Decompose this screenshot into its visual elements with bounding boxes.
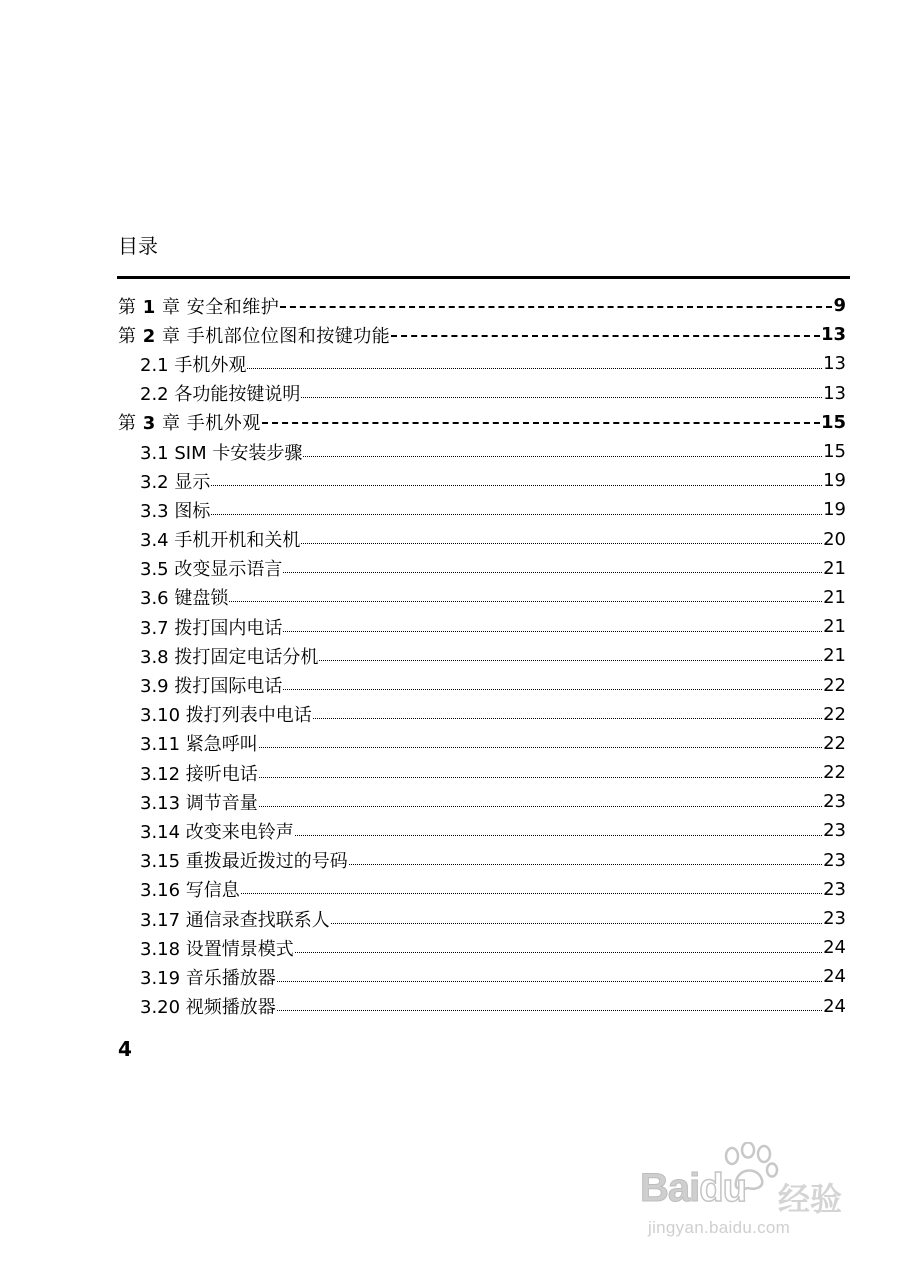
toc-entry-label: 第 3 章 手机外观 [118,413,261,435]
toc-entry-label: 第 2 章 手机部位位图和按键功能 [118,325,391,347]
toc-leader-dots [211,500,822,520]
toc-leader-dots [211,471,822,491]
toc-leader-dots [280,296,832,316]
title-divider [117,276,850,279]
toc-entry-label: 3.20 视频播放器 [140,997,276,1019]
toc-leader-dots [283,617,822,637]
toc-leader-dots [283,675,822,695]
toc-page-number: 23 [823,878,846,900]
toc-entry-label: 3.7 拨打国内电话 [140,617,283,639]
toc-entry-label: 3.3 图标 [140,500,211,522]
toc-leader-dots [303,442,822,462]
toc-section-entry[interactable] [118,846,846,875]
toc-leader-dots [295,821,822,841]
toc-section-entry[interactable] [118,758,846,787]
toc-entry-label: 3.1 SIM 卡安装步骤 [140,442,303,464]
toc-leader-dots [391,325,820,345]
toc-section-entry[interactable] [118,816,846,845]
toc-page-number: 15 [823,441,846,463]
toc-page-number: 23 [823,820,846,842]
baidu-jingyan-watermark [640,1140,860,1250]
jingyan-logo-text: 经验 [778,1180,843,1218]
toc-entry-label: 2.2 各功能按键说明 [140,384,301,406]
toc-leader-dots [301,529,822,549]
toc-leader-dots [277,996,822,1016]
baidu-logo-text: Baidu [640,1166,747,1210]
toc-page-number: 21 [823,616,846,638]
toc-leader-dots [283,558,822,578]
toc-page-number: 23 [823,908,846,930]
toc-entry-label: 3.16 写信息 [140,880,240,902]
toc-page-number: 21 [823,645,846,667]
toc-section-entry[interactable] [118,875,846,904]
toc-leader-dots [259,763,822,783]
toc-section-entry[interactable] [118,554,846,583]
toc-page-number: 22 [823,674,846,696]
toc-chapter-entry[interactable] [118,291,846,320]
toc-entry-label: 3.6 键盘锁 [140,588,229,610]
toc-section-entry[interactable] [118,904,846,933]
toc-section-entry[interactable] [118,437,846,466]
toc-page-number: 23 [823,791,846,813]
toc-page-number: 22 [823,732,846,754]
page-number: 4 [118,1037,132,1061]
toc-section-entry[interactable] [118,700,846,729]
toc-section-entry[interactable] [118,641,846,670]
toc-entry-label: 3.2 显示 [140,471,211,493]
toc-entry-label: 3.15 重拨最近拨过的号码 [140,851,348,873]
toc-page-number: 22 [823,703,846,725]
toc-section-entry[interactable] [118,495,846,524]
toc-section-entry[interactable] [118,525,846,554]
toc-leader-dots [262,412,820,432]
toc-leader-dots [259,733,822,753]
toc-entry-label: 3.4 手机开机和关机 [140,530,301,552]
toc-entry-label: 3.19 音乐播放器 [140,967,276,989]
toc-leader-dots [331,909,822,929]
toc-page-number: 22 [823,762,846,784]
toc-page-number: 9 [833,295,846,317]
toc-chapter-entry[interactable] [118,408,846,437]
toc-entry-label: 3.18 设置情景模式 [140,938,294,960]
toc-entry-label: 3.17 通信录查找联系人 [140,909,330,931]
toc-section-entry[interactable] [118,583,846,612]
toc-entry-label: 3.5 改变显示语言 [140,559,283,581]
toc-page-number: 24 [823,966,846,988]
toc-entry-label: 3.9 拨打国际电话 [140,676,283,698]
toc-leader-dots [295,938,822,958]
toc-section-entry[interactable] [118,349,846,378]
toc-entry-label: 3.12 接听电话 [140,763,258,785]
toc-page-number: 19 [823,499,846,521]
toc-page-number: 23 [823,849,846,871]
toc-section-entry[interactable] [118,612,846,641]
toc-leader-dots [259,792,822,812]
toc-section-entry[interactable] [118,466,846,495]
toc-section-entry[interactable] [118,992,846,1021]
toc-section-entry[interactable] [118,379,846,408]
toc-entry-label: 3.13 调节音量 [140,792,258,814]
toc-page-number: 21 [823,586,846,608]
toc-section-entry[interactable] [118,670,846,699]
toc-chapter-entry[interactable] [118,320,846,349]
toc-page-number: 13 [823,382,846,404]
toc-entry-label: 第 1 章 安全和维护 [118,296,280,318]
toc-leader-dots [319,646,822,666]
toc-leader-dots [241,879,822,899]
toc-section-entry[interactable] [118,933,846,962]
toc-entry-label: 2.1 手机外观 [140,354,247,376]
toc-page-number: 24 [823,937,846,959]
toc-page-number: 13 [820,324,846,346]
toc-entry-label: 3.10 拨打列表中电话 [140,705,312,727]
toc-entry-label: 3.14 改变来电铃声 [140,821,294,843]
page-title: 目录 [118,234,158,258]
toc-page-number: 19 [823,470,846,492]
toc-page-number: 24 [823,995,846,1017]
toc-section-entry[interactable] [118,729,846,758]
table-of-contents [118,291,846,1021]
toc-entry-label: 3.8 拨打固定电话分机 [140,646,319,668]
toc-page-number: 21 [823,557,846,579]
toc-leader-dots [313,704,822,724]
toc-section-entry[interactable] [118,962,846,991]
toc-page-number: 13 [823,353,846,375]
toc-section-entry[interactable] [118,787,846,816]
toc-page-number: 15 [820,411,846,433]
toc-entry-label: 3.11 紧急呼叫 [140,734,258,756]
toc-leader-dots [349,850,822,870]
toc-leader-dots [277,967,822,987]
toc-leader-dots [247,354,822,374]
watermark-url: jingyan.baidu.com [648,1218,791,1237]
toc-leader-dots [301,383,822,403]
toc-page-number: 20 [823,528,846,550]
toc-leader-dots [229,587,822,607]
